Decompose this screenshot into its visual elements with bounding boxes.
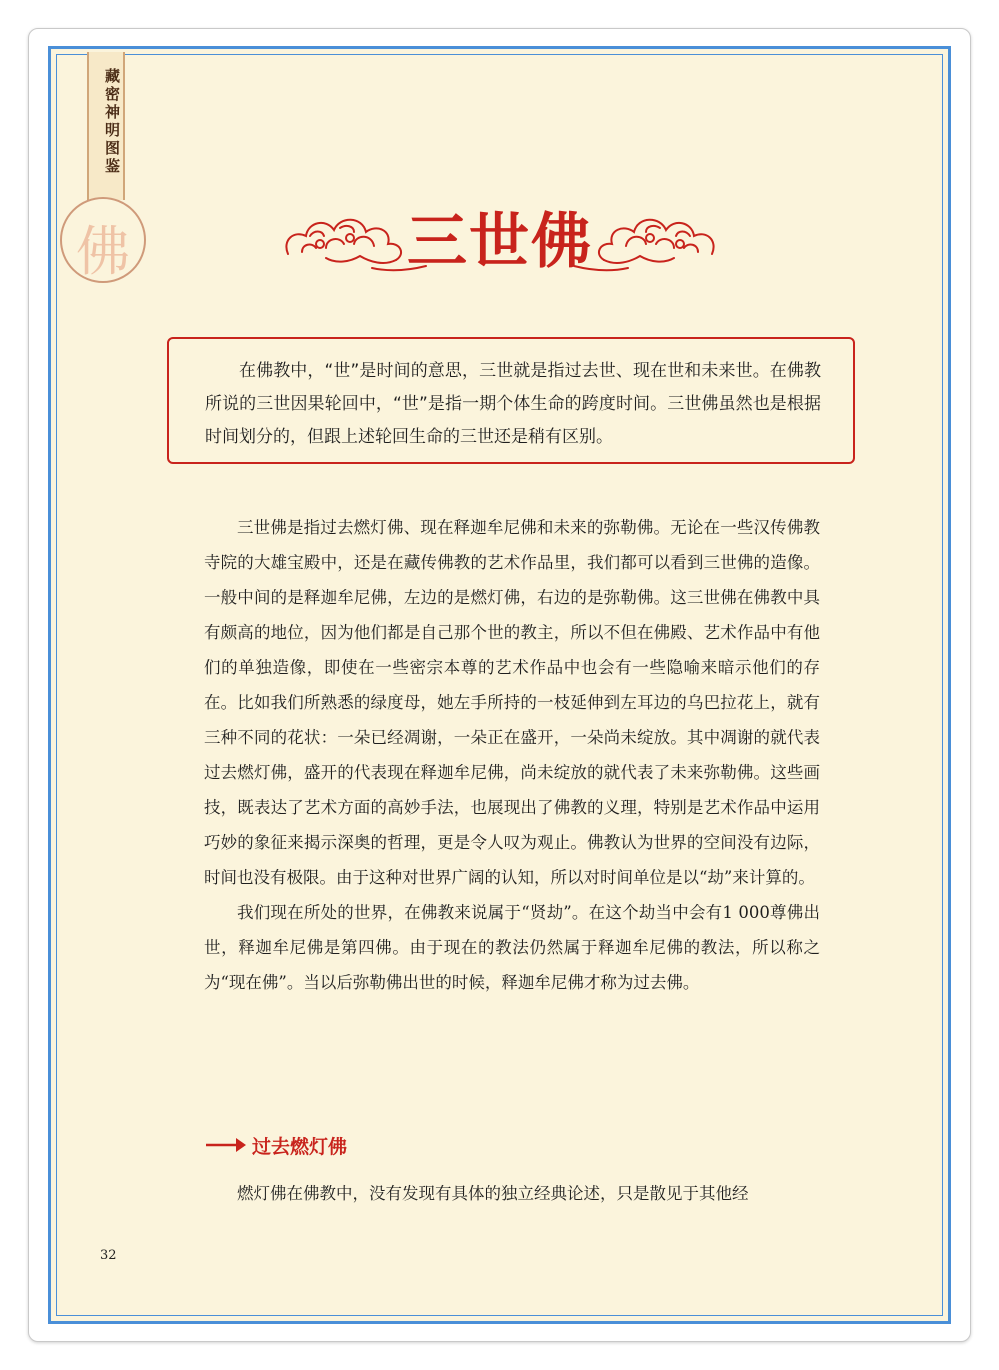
intro-text: 在佛教中，“世”是时间的意思，三世就是指过去世、现在世和未来世。在佛教所说的三世因果轮回中，“世”是指一期个体生命的跨度时间。三世佛虽然也是根据时间划分的，但跟上述轮回生命的三世还是稍有区别。	[205, 361, 821, 447]
cloud-ornament-right-icon	[570, 196, 720, 276]
arrow-right-icon	[204, 1135, 248, 1155]
book-title-tab	[87, 52, 125, 200]
section-first-line: 燃灯佛在佛教中，没有发现有具体的独立经典论述，只是散见于其他经	[237, 1184, 749, 1203]
page-number: 32	[100, 1248, 117, 1263]
section-heading	[204, 1130, 347, 1160]
section-heading-label: 过去燃灯佛	[252, 1135, 348, 1158]
page-title: 三世佛	[407, 207, 593, 277]
book-title-label: 藏密神明图鉴	[103, 68, 121, 176]
title-banner	[280, 180, 720, 290]
chapter-seal-glyph: 佛	[76, 220, 130, 283]
body-paragraph: 三世佛是指过去燃灯佛、现在释迦牟尼佛和未来的弥勒佛。无论在一些汉传佛教寺院的大雄宝殿中，还是在藏传佛教的艺术作品里，我们都可以看到三世佛的造像。一般中间的是释迦牟尼佛，左边的是燃灯佛，右边的是弥勒佛。这三世佛在佛教中具有颇高的地位，因为他们都是自己那个世的教主，所以不但在佛殿、艺术作品中有他们的单独造像，即使在一些密宗本尊的艺术作品中也会有一些隐喻来暗示他们的存在。比如我们所熟悉的绿度母，她左手所持的一枝延伸到左耳边的乌巴拉花上，就有三种不同的花状：一朵已经凋谢，一朵正在盛开，一朵尚未绽放。其中凋谢的就代表过去燃灯佛，盛开的代表现在释迦牟尼佛，尚未绽放的就代表了未来弥勒佛。这些画技，既表达了艺术方面的高妙手法，也展现出了佛教的义理，特别是艺术作品中运用巧妙的象征来揭示深奥的哲理，更是令人叹为观止。佛教认为世界的空间没有边际，时间也没有极限。由于这种对世界广阔的认知，所以对时间单位是以“劫”来计算的。	[204, 518, 820, 887]
body-paragraph: 我们现在所处的世界，在佛教来说属于“贤劫”。在这个劫当中会有1 000尊佛出世，释迦牟尼佛是第四佛。由于现在的教法仍然属于释迦牟尼佛的教法，所以称之为“现在佛”。当以后弥勒佛出世的时候，释迦牟尼佛才称为过去佛。	[204, 903, 820, 992]
intro-box	[167, 337, 855, 464]
chapter-seal	[60, 197, 146, 283]
body-text	[204, 510, 820, 1000]
